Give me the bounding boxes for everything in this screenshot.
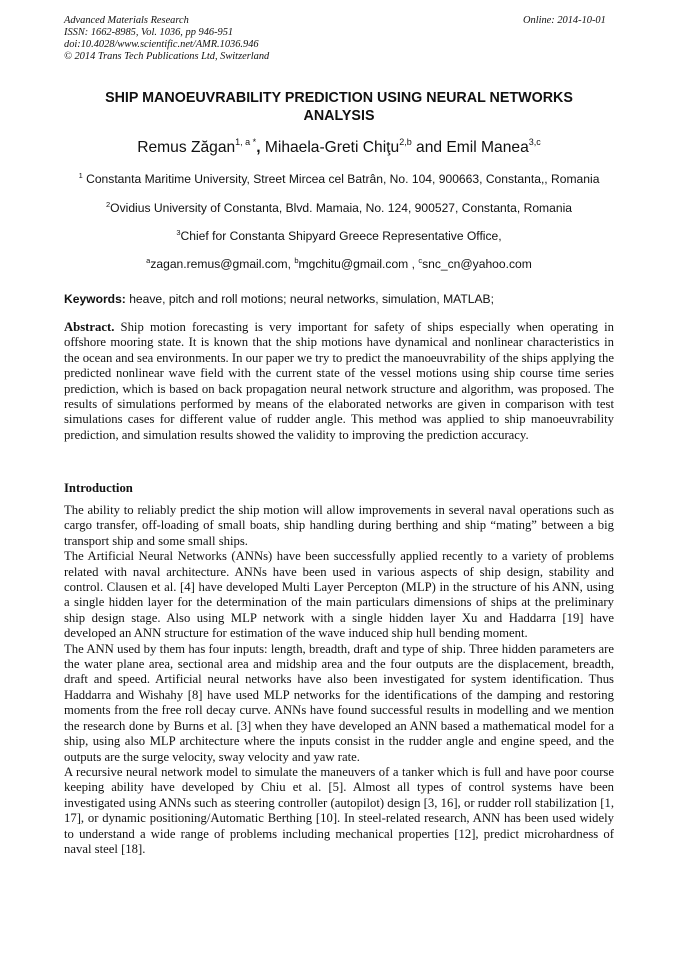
affiliation-marker: 2	[106, 200, 111, 209]
author-affiliation-marker: 2,b	[399, 137, 412, 147]
author-name: Emil Manea	[446, 139, 529, 156]
title-line-2: ANALYSIS	[303, 108, 375, 124]
author-affiliation-marker: 3,c	[528, 137, 541, 147]
author-list	[64, 139, 614, 157]
email-line	[64, 257, 614, 271]
intro-paragraph: The Artificial Neural Networks (ANNs) have been successfully applied recently to a variety of problems related with naval architecture. ANNs have been used in various aspects of ship design, stability and control. Clausen et al. [4] have developed Multi Layer Percepton (MLP) in the structure of his ANN, using a single hidden layer for the determination of the main particulars dimensions of ships at the preliminary ship design stage. Also using MLP network with a single hidden layer Xu and Haddarra [19] have developed an ANN structure for estimation of the wave induced ship hull bending moment.	[64, 549, 614, 641]
affiliation-text: Chief for Constanta Shipyard Greece Representative Office,	[180, 229, 502, 243]
issn-line: ISSN: 1662-8985, Vol. 1036, pp 946-951	[64, 27, 234, 38]
affiliation-2	[64, 201, 614, 215]
affiliation-1	[64, 172, 614, 186]
introduction-body	[64, 503, 614, 857]
intro-paragraph: The ability to reliably predict the ship motion will allow improvements in several naval operations such as cargo transfer, off-loading of small boats, ship handling during berthing and ship “mating” between a big transport ship and some small ships.	[64, 503, 614, 548]
email-address: mgchitu@gmail.com ,	[298, 257, 419, 271]
paper-title	[64, 89, 614, 125]
keywords-label: Keywords:	[64, 292, 126, 306]
email-marker: c	[418, 256, 423, 265]
author-name: Mihaela-Greti Chiţu	[264, 139, 400, 156]
affiliation-marker: 3	[176, 228, 181, 237]
email-marker: a	[146, 256, 151, 265]
intro-paragraph: The ANN used by them has four inputs: length, breadth, draft and type of ship. Three hidden parameters are the water plane area, sectional area and midship area and the four outputs are the displacement, breadth, draft and speed. Artificial neural networks have also been investigated for system identification. Thus Haddarra and Wishahy [8] have used MLP networks for the identifications of the damping and restoring moments from the free roll decay curve. ANNs have found successful results in modelling and we mention the research done by Burns et al. [3] when they have developed an ANN based a mathematical model for a ship, using also MLP architecture where the inputs consist in the rudder angle and engine speed, and the outputs are the surge velocity, sway velocity and yaw rate.	[64, 641, 614, 764]
author-separator: and	[411, 139, 447, 156]
keywords	[64, 292, 614, 306]
doi-line: doi:10.4028/www.scientific.net/AMR.1036.946	[64, 39, 259, 50]
affiliation-text: Ovidius University of Constanta, Blvd. Mamaia, No. 124, 900527, Constanta, Romania	[110, 201, 572, 215]
online-date: Online: 2014-10-01	[523, 15, 606, 26]
journal-name: Advanced Materials Research	[64, 15, 189, 26]
journal-header	[64, 15, 269, 63]
author-affiliation-marker: 1, a *	[235, 137, 257, 147]
intro-paragraph: A recursive neural network model to simulate the maneuvers of a tanker which is full and have poor course keeping ability have developed by Chiu et al. [5]. Almost all types of control systems have been investigated using ANNs such as steering controller (autopilot) design [3, 16], or rudder roll stabilization [1, 17], or dynamic positioning/Automatic Berthing [10]. In steel-related research, ANN has been used widely to understand a wide range of problems including mechanical properties [12], predict microhardness of naval steel [18].	[64, 764, 614, 856]
email-address: zagan.remus@gmail.com,	[150, 257, 295, 271]
title-line-1: SHIP MANOEUVRABILITY PREDICTION USING NEURAL NETWORKS	[105, 90, 573, 106]
keywords-text: heave, pitch and roll motions; neural networks, simulation, MATLAB;	[125, 292, 494, 306]
abstract-text: Ship motion forecasting is very important for safety of ships especially when operating in offshore mooring state. It is known that the ship motions have dynamical and nonlinear characteristics in the ocean and sea environments. In our paper we try to predict the manoeuvrability of the ships applying the predicted nonlinear wave field with the current state of the vessel motions using ship course time series prediction, which is based on back propagation neural network structure and algorithm, was proposed. The results of simulations performed by means of the elaborated networks are given in comparison with test simulations cases for different value of rudder angle. This method was applied to ship manoeuvrability prediction, and simulation results showed the validity to improving the prediction accuracy.	[64, 320, 614, 442]
affiliation-marker: 1	[78, 171, 83, 180]
copyright-line: © 2014 Trans Tech Publications Ltd, Switzerland	[64, 51, 270, 62]
abstract	[64, 320, 614, 443]
abstract-label: Abstract.	[64, 320, 115, 334]
section-heading-introduction: Introduction	[64, 481, 133, 495]
author-separator: ,	[256, 139, 265, 156]
affiliation-text: Constanta Maritime University, Street Mircea cel Batrân, No. 104, 900663, Constanta,, Romania	[82, 172, 600, 186]
email-marker: b	[294, 256, 299, 265]
email-address: snc_cn@yahoo.com	[422, 257, 532, 271]
affiliation-3	[64, 229, 614, 243]
author-name: Remus Zăgan	[137, 139, 236, 156]
